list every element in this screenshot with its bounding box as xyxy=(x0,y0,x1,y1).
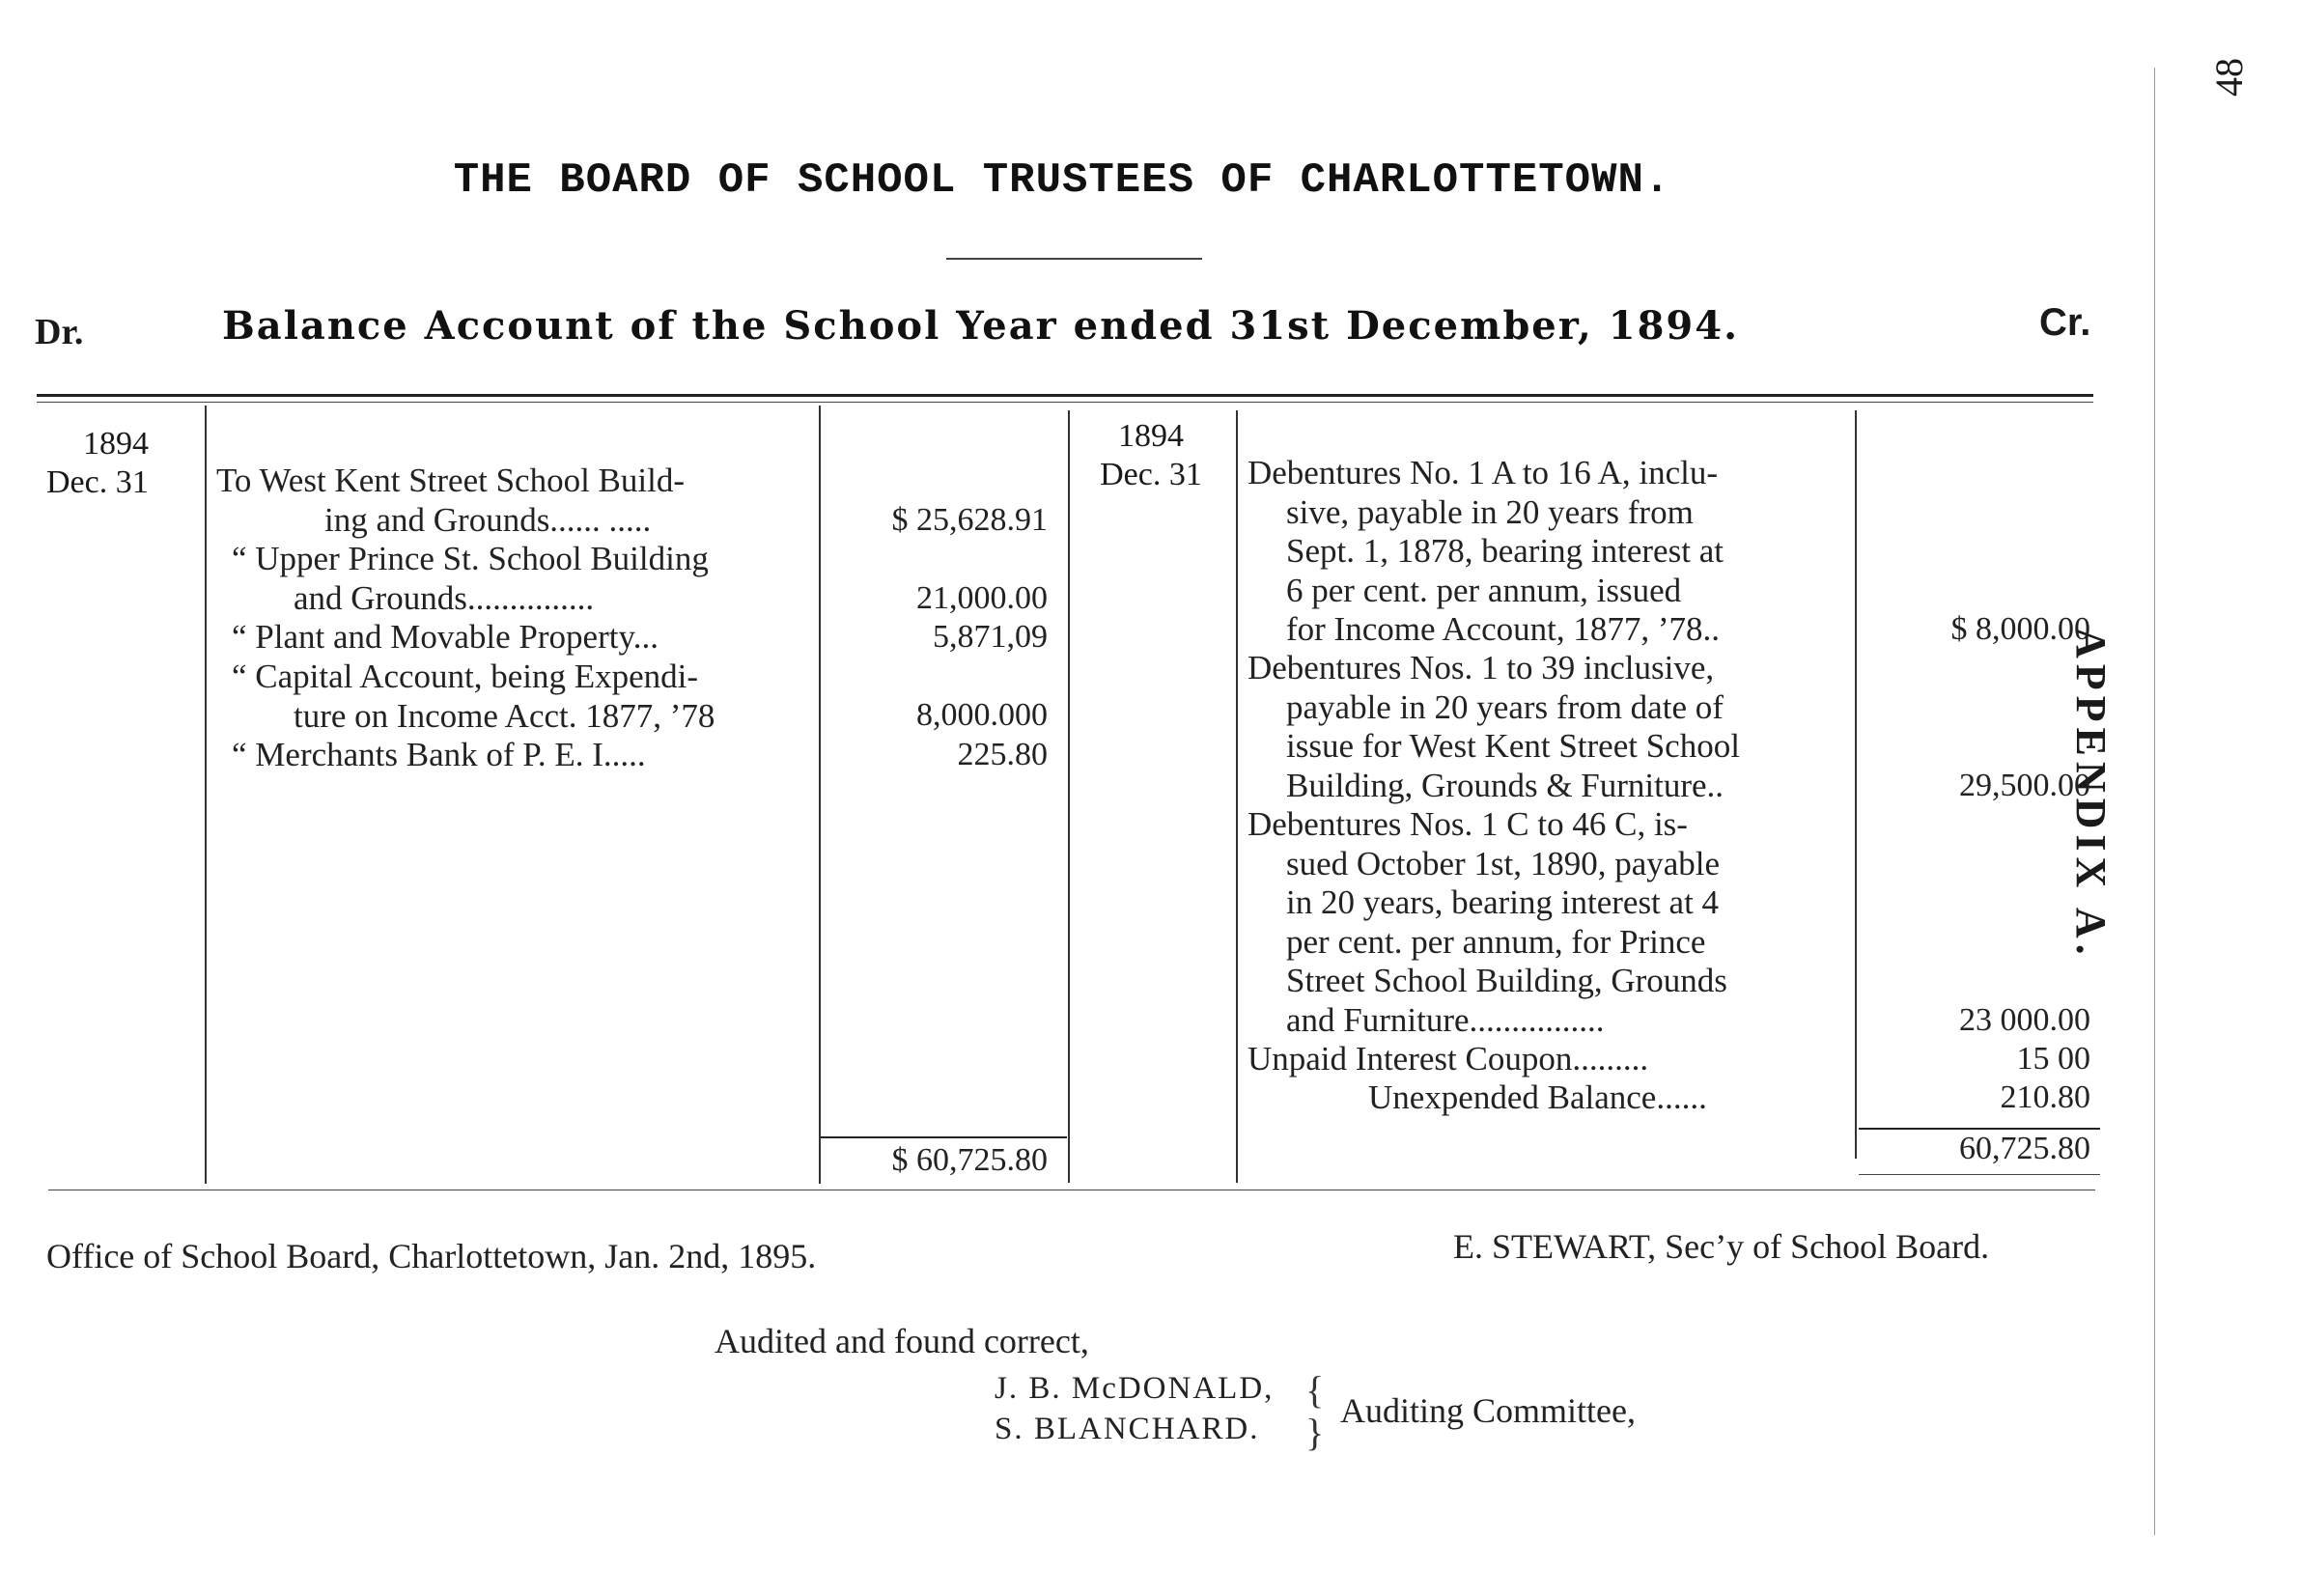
debit-date-column-rule xyxy=(205,406,207,1184)
credit-entry-4-first: Unpaid Interest Coupon......... xyxy=(1248,1040,1649,1078)
debit-entry-2-line1: “ Upper Prince St. School Building xyxy=(232,540,709,577)
credit-text-column-rule xyxy=(1855,410,1857,1159)
credit-entry-3 xyxy=(1248,805,1838,1040)
debit-year: 1894 xyxy=(83,426,149,462)
page-number: 48 xyxy=(2207,58,2251,97)
debit-amount-3: 5,871,09 xyxy=(933,619,1048,655)
debit-amount-column-rule xyxy=(1068,410,1070,1183)
debit-total: $ 60,725.80 xyxy=(891,1142,1048,1178)
credit-entry-1-line5: for Income Account, 1877, ’78.. xyxy=(1286,610,1721,648)
table-top-rule xyxy=(37,394,2093,397)
credit-entry-3-line2: sued October 1st, 1890, payable xyxy=(1286,844,1721,882)
debit-amount-1: $ 25,628.91 xyxy=(891,502,1048,538)
credit-entry-3-line4: per cent. per annum, for Prince xyxy=(1286,922,1706,961)
account-subtitle: Balance Account of the School Year ended 31st December, 1894. xyxy=(222,303,1740,349)
debit-entry-2-line2: and Grounds............... xyxy=(294,578,595,617)
debit-entry-3 xyxy=(232,618,811,658)
debit-amount-4: 8,000.000 xyxy=(916,697,1048,733)
credit-entry-2-line3: issue for West Kent Street School xyxy=(1286,727,1740,765)
appendix-label: APPENDIX A. xyxy=(2067,628,2115,961)
debit-entry-3-line1: “ Plant and Movable Property... xyxy=(232,618,659,656)
credit-date-column-rule xyxy=(1236,410,1238,1183)
debit-entry-2 xyxy=(232,540,811,618)
debit-entry-1-line1: To West Kent Street School Build- xyxy=(216,462,686,499)
debit-text-column-rule xyxy=(819,406,821,1184)
debit-entry-4 xyxy=(232,658,811,736)
credit-entry-3-line6: and Furniture................ xyxy=(1286,1000,1605,1039)
office-line: Office of School Board, Charlottetown, Jan. 2nd, 1895. xyxy=(46,1237,817,1275)
title-divider xyxy=(946,258,1202,260)
credit-amount-5: 210.80 xyxy=(2000,1079,2090,1115)
debit-date: Dec. 31 xyxy=(46,464,149,500)
credit-entry-5-first: Unexpended Balance...... xyxy=(1368,1078,1707,1116)
page-edge-line xyxy=(2154,68,2155,1535)
credit-amount-4: 15 00 xyxy=(2016,1041,2090,1077)
credit-entry-1-first: Debentures No. 1 A to 16 A, inclu- xyxy=(1248,454,1719,491)
credit-year: 1894 xyxy=(1118,418,1184,454)
credit-date: Dec. 31 xyxy=(1100,457,1202,492)
credit-entry-2-line2: payable in 20 years from date of xyxy=(1286,687,1724,726)
credit-label: Cr. xyxy=(2039,301,2091,344)
credit-entry-4 xyxy=(1248,1040,1838,1079)
credit-entry-1 xyxy=(1248,454,1838,650)
credit-amount-2: 29,500.00 xyxy=(1959,768,2090,803)
credit-entry-3-line5: Street School Building, Grounds xyxy=(1286,962,1727,999)
table-top-rule-thin xyxy=(37,402,2093,403)
credit-total: 60,725.80 xyxy=(1959,1131,2090,1166)
auditing-committee: Auditing Committee, xyxy=(1340,1391,1636,1430)
debit-entry-1-line2: ing and Grounds...... ..... xyxy=(324,500,652,539)
credit-entry-2 xyxy=(1248,649,1838,805)
credit-entry-1-line2: sive, payable in 20 years from xyxy=(1286,492,1694,531)
credit-entry-5 xyxy=(1248,1078,1838,1118)
debit-entry-4-line2: ture on Income Acct. 1877, ’78 xyxy=(294,696,715,735)
debit-entry-5 xyxy=(232,736,811,775)
auditor-2: S. BLANCHARD. xyxy=(995,1412,1260,1446)
credit-entry-1-line3: Sept. 1, 1878, bearing interest at xyxy=(1286,532,1724,570)
audited-line: Audited and found correct, xyxy=(715,1322,1089,1360)
page-title: THE BOARD OF SCHOOL TRUSTEES OF CHARLOTTETOWN. xyxy=(453,156,1671,205)
debit-entry-1 xyxy=(216,462,807,540)
credit-amount-1: $ 8,000.00 xyxy=(1950,611,2090,647)
debit-entry-5-line1: “ Merchants Bank of P. E. I..... xyxy=(232,736,646,773)
credit-entry-3-line3: in 20 years, bearing interest at 4 xyxy=(1286,883,1720,921)
debit-amount-2: 21,000.00 xyxy=(916,580,1048,616)
credit-entry-2-line4: Building, Grounds & Furniture.. xyxy=(1286,766,1724,804)
debit-total-rule xyxy=(821,1136,1067,1138)
debit-amount-5: 225.80 xyxy=(957,737,1048,772)
debit-entry-4-line1: “ Capital Account, being Expendi- xyxy=(232,658,699,695)
credit-entry-1-line4: 6 per cent. per annum, issued xyxy=(1286,571,1682,609)
credit-amount-3: 23 000.00 xyxy=(1959,1002,2090,1038)
auditor-1: J. B. McDONALD, xyxy=(995,1371,1275,1406)
auditor-brace: { } xyxy=(1305,1368,1325,1454)
credit-entry-3-first: Debentures Nos. 1 C to 46 C, is- xyxy=(1248,805,1688,843)
debit-label: Dr. xyxy=(35,312,84,352)
secretary-line: E. STEWART, Sec’y of School Board. xyxy=(1453,1227,1990,1266)
credit-entry-2-first: Debentures Nos. 1 to 39 inclusive, xyxy=(1248,649,1715,686)
credit-total-underline xyxy=(1859,1174,2100,1175)
